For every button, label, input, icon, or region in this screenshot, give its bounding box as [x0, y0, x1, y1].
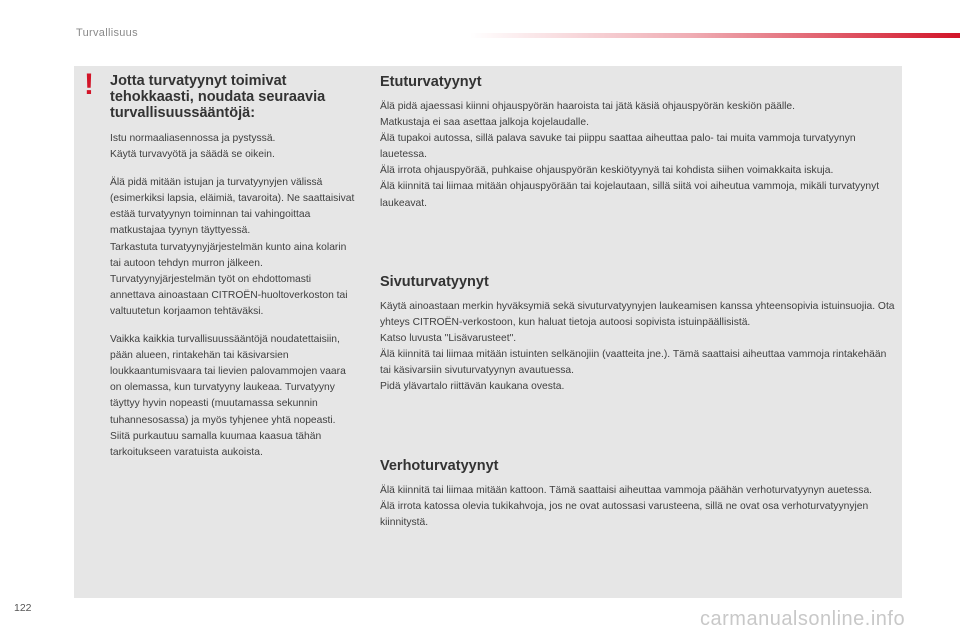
warning-paragraph: Älä pidä mitään istujan ja turvatyynyjen välissä (esimerkiksi lapsia, eläimiä, tavaroita). Ne saattaisivat estää turvatyynyn toiminnan tai vahingoittaa matkustajaa tyynyn täyttyessä. Tarkastuta turvatyynyjärjestelmän kunto aina kolarin tai autoon tehdyn murron jälkeen. Turvatyynyjärjestelmän työt on ehdottomasti annettava ainoastaan CITROËN-huoltoverkoston tai valtuutetun korjaamon tehtäväksi. — [110, 177, 355, 317]
curtain-airbags-section — [380, 457, 895, 543]
warning-heading: Jotta turvatyynyt toimivat tehokkaasti, noudata seuraavia turvallisuussääntöjä: — [110, 73, 326, 121]
curtain-airbags-title: Verhoturvatyynyt — [380, 458, 499, 474]
watermark: carmanualsonline.info — [700, 608, 906, 630]
warning-paragraph: Istu normaaliasennossa ja pystyssä. Käytä turvavyötä ja säädä se oikein. — [110, 133, 276, 161]
front-airbags-title: Etuturvatyynyt — [380, 74, 482, 90]
page-number: 122 — [14, 602, 32, 614]
front-airbags-text: Älä pidä ajaessasi kiinni ohjauspyörän haaroista tai jätä käsiä ohjauspyörän keskiön päälle. Matkustaja ei saa asettaa jalkoja kojelaudalle. Älä tupakoi autossa, sillä palava savuke tai piippu saattaa aiheuttaa palo- tai muita vammoja turvatyynyn lauetessa. Älä irrota ohjauspyörää, puhkaise ohjauspyörän keskiötyynyä tai kohdista siihen voimakkaita iskuja. Älä kiinnitä tai liimaa mitään ohjauspyörään tai kojelautaan, sillä siitä voi aiheutua vammoja, mikäli turvatyynyt laukeavat. — [380, 101, 880, 209]
side-airbags-section — [380, 273, 895, 408]
warning-column — [110, 73, 356, 473]
section-header-title: Turvallisuus — [76, 27, 138, 39]
front-airbags-section — [380, 73, 895, 224]
warning-paragraph: Vaikka kaikkia turvallisuussääntöjä noudatettaisiin, pään alueen, rintakehän tai käsivarsien loukkaantumisvaara tai lievien palovammojen vaara on olemassa, kun turvatyyny laukeaa. Turvatyyny täyttyy hyvin nopeasti (muutamassa sekunnin tuhannesosassa) ja myös tyhjenee yhtä nopeasti. Siitä purkautuu samalla kuumaa kaasua tähän tarkoitukseen varatuista aukoista. — [110, 334, 346, 458]
side-airbags-text: Käytä ainoastaan merkin hyväksymiä sekä sivuturvatyynyjen laukeamisen kanssa yhteensopivia istuinsuojia. Ota yhteys CITROËN-verkostoon, kun haluat tietoja autoosi sopivista istuinpäällisistä. Katso luvusta "Lisävarusteet". Älä kiinnitä tai liimaa mitään istuinten selkänojiin (vaatteita jne.). Tämä saattaisi aiheuttaa vammoja rintakehään tai käsivarsiin sivuturvatyynyn avautuessa. Pidä ylävartalo riittävän kaukana ovesta. — [380, 301, 895, 393]
side-airbags-title: Sivuturvatyynyt — [380, 274, 489, 290]
curtain-airbags-text: Älä kiinnitä tai liimaa mitään kattoon. Tämä saattaisi aiheuttaa vammoja päähän verhoturvatyynyn auetessa. Älä irrota katossa olevia tukikahvoja, jos ne ovat autossasi varusteena, sillä ne ovat osa verhoturvatyynyjen kiinnitystä. — [380, 485, 873, 529]
header-accent-bar — [470, 33, 960, 38]
exclamation-warning-icon: ! — [84, 68, 94, 101]
